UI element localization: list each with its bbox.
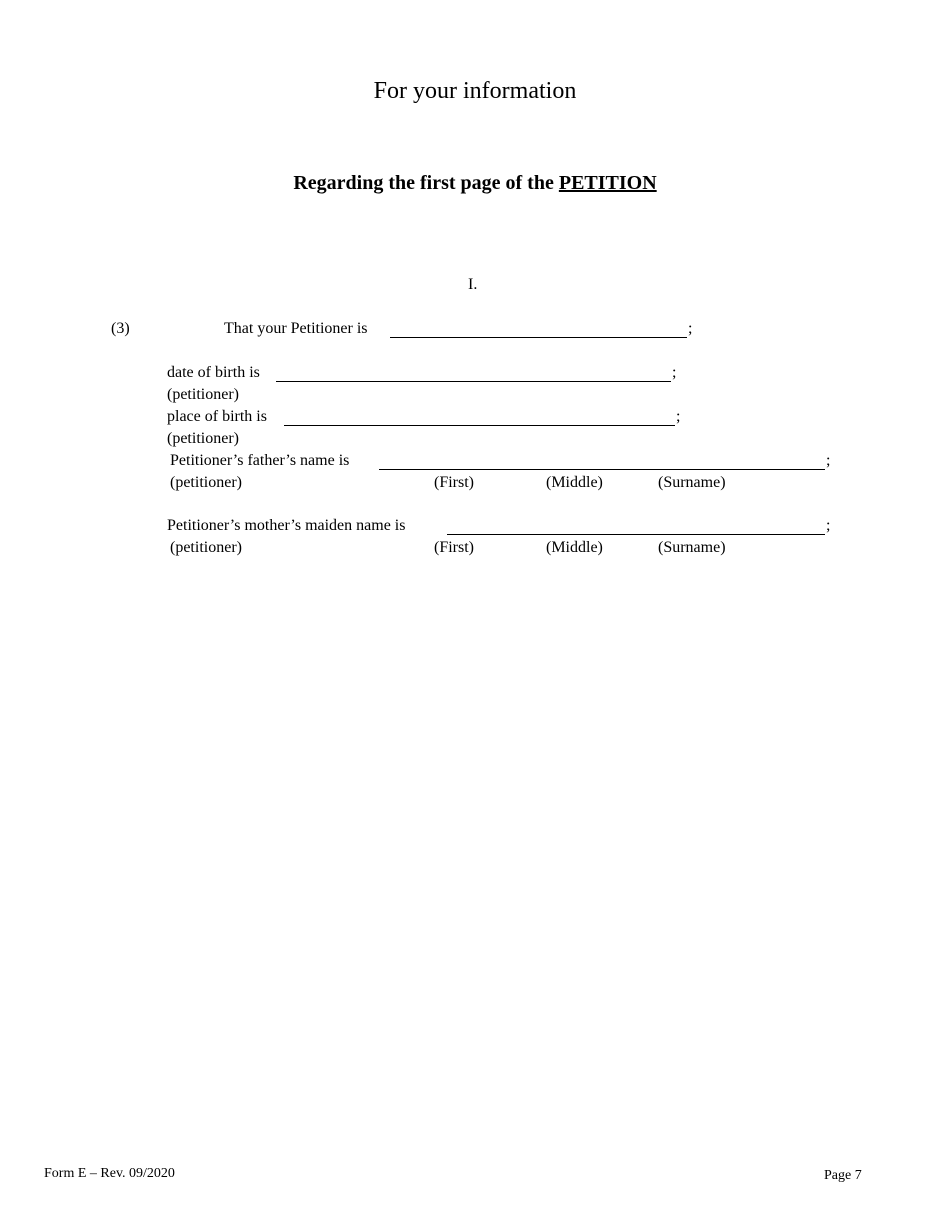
pob-label: place of birth is <box>167 408 267 425</box>
dob-blank[interactable] <box>276 381 671 382</box>
form-revision: Form E – Rev. 09/2020 <box>44 1166 175 1181</box>
middle-caption: (Middle) <box>546 474 603 491</box>
terminator: ; <box>676 408 681 425</box>
petitioner-caption: (petitioner) <box>167 430 239 447</box>
item-number: (3) <box>111 320 130 337</box>
terminator: ; <box>688 320 693 337</box>
terminator: ; <box>826 517 831 534</box>
mother-label: Petitioner’s mother’s maiden name is <box>167 517 406 534</box>
section-heading <box>0 172 950 195</box>
petitioner-label: That your Petitioner is <box>224 320 368 337</box>
pob-blank[interactable] <box>284 425 675 426</box>
terminator: ; <box>672 364 677 381</box>
first-caption: (First) <box>434 474 474 491</box>
page-title: For your information <box>373 78 577 104</box>
surname-caption: (Surname) <box>658 539 726 556</box>
page-number: Page 7 <box>824 1168 862 1183</box>
petitioner-caption: (petitioner) <box>170 474 242 491</box>
petitioner-caption: (petitioner) <box>170 539 242 556</box>
petitioner-caption: (petitioner) <box>167 386 239 403</box>
heading-emphasis: PETITION <box>558 172 657 194</box>
terminator: ; <box>826 452 831 469</box>
father-blank[interactable] <box>379 469 825 470</box>
father-label: Petitioner’s father’s name is <box>170 452 350 469</box>
mother-blank[interactable] <box>447 534 825 535</box>
heading-text: Regarding the first page of the <box>293 172 559 194</box>
section-numeral: I. <box>468 276 478 293</box>
surname-caption: (Surname) <box>658 474 726 491</box>
first-caption: (First) <box>434 539 474 556</box>
middle-caption: (Middle) <box>546 539 603 556</box>
dob-label: date of birth is <box>167 364 260 381</box>
petitioner-blank[interactable] <box>390 337 687 338</box>
